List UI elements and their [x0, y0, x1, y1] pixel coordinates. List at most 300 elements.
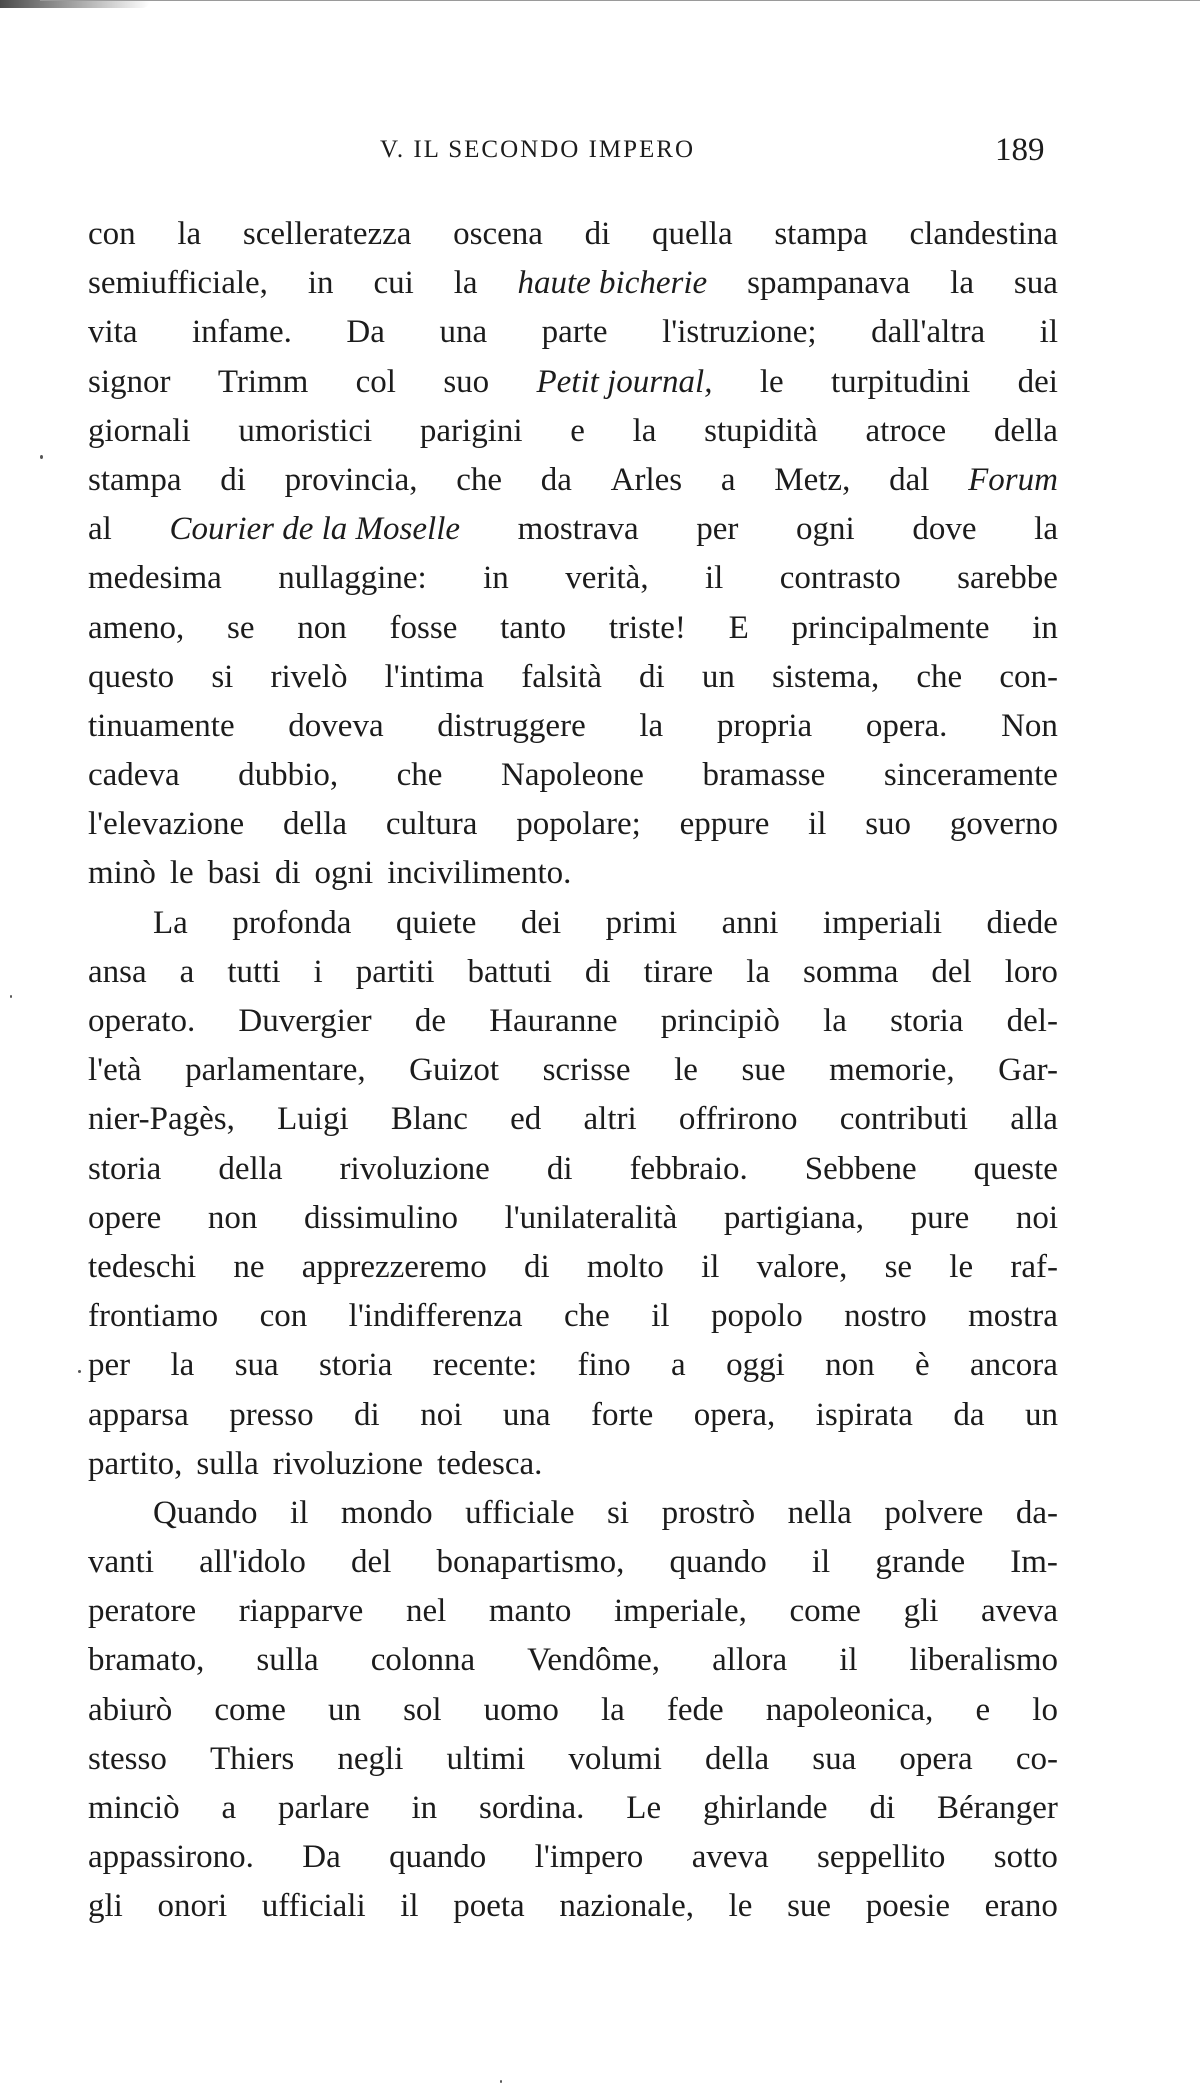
word: di	[354, 1396, 380, 1433]
word: Vendôme,	[527, 1642, 661, 1679]
word: doveva	[288, 707, 384, 744]
word: signor	[88, 363, 171, 400]
word: nostro	[844, 1298, 927, 1335]
word: fede	[666, 1691, 724, 1728]
word: Thiers	[209, 1740, 295, 1777]
word: Da	[302, 1839, 341, 1876]
word: la	[632, 412, 657, 449]
word: all'idolo	[199, 1544, 306, 1581]
word: l'istruzione;	[662, 314, 817, 351]
word: quella	[651, 216, 733, 252]
body-text	[88, 210, 1058, 1932]
word: altri	[583, 1101, 637, 1138]
word: che	[456, 461, 503, 498]
word: se	[884, 1248, 913, 1285]
word: Luigi	[277, 1101, 349, 1138]
word: opere	[88, 1199, 162, 1236]
word: la	[170, 1347, 195, 1384]
word: il	[651, 1298, 670, 1335]
word: bramasse	[702, 757, 826, 794]
word: vita	[88, 314, 138, 351]
word: contributi	[839, 1101, 969, 1138]
word: la	[1034, 511, 1058, 548]
text-line	[88, 1292, 1058, 1341]
word: una	[439, 314, 488, 351]
word: atroce	[865, 412, 947, 449]
word: popolo	[711, 1298, 803, 1335]
word: pure	[910, 1199, 970, 1236]
word: della	[705, 1740, 770, 1777]
word: napoleonica,	[765, 1691, 934, 1728]
word: opera,	[693, 1396, 776, 1433]
margin-speck	[500, 2080, 502, 2083]
word: spampanava	[747, 265, 911, 302]
word: recente:	[432, 1347, 538, 1384]
word: scrisse	[542, 1052, 631, 1089]
text-line	[88, 751, 1058, 800]
word: La	[153, 904, 188, 941]
word: distruggere	[437, 707, 586, 744]
word: partito,	[88, 1445, 183, 1482]
word: fosse	[389, 609, 458, 646]
word: quiete	[395, 904, 477, 941]
word: triste!	[608, 609, 686, 646]
word: sue	[741, 1052, 786, 1089]
word: Blanc	[390, 1101, 468, 1138]
text-line	[88, 308, 1058, 357]
word: storia	[890, 1003, 964, 1039]
word: gli	[88, 1888, 123, 1925]
word: verità,	[565, 560, 649, 597]
word: imperiali	[822, 904, 943, 941]
word: le	[759, 363, 784, 400]
word: aveva	[981, 1593, 1058, 1630]
word: il	[1039, 314, 1058, 351]
word: che	[916, 658, 963, 695]
word: popolare;	[516, 806, 641, 843]
word: rivoluzione	[272, 1445, 424, 1482]
text-line	[88, 948, 1058, 997]
word: diede	[986, 904, 1058, 941]
word: dal	[889, 461, 930, 498]
text-line	[88, 604, 1058, 653]
word: le	[169, 855, 194, 892]
word: dissimulino	[303, 1199, 458, 1236]
word: a	[720, 461, 736, 498]
italic-term: Forum	[968, 461, 1058, 498]
text-line	[88, 849, 1058, 898]
word: la	[950, 265, 974, 302]
word: partigiana,	[723, 1199, 865, 1236]
text-line	[88, 800, 1058, 849]
word: forte	[590, 1396, 654, 1433]
word: della	[993, 412, 1058, 449]
word: un	[701, 658, 735, 695]
word: tinuamente	[88, 707, 235, 744]
word: tutti	[227, 953, 281, 990]
word: Hauranne	[489, 1003, 618, 1039]
word: le	[728, 1888, 753, 1925]
word: sua	[812, 1740, 857, 1777]
word: contrasto	[779, 560, 901, 597]
word: dove	[912, 511, 977, 548]
word: ameno,	[88, 609, 185, 646]
word: incivilimento.	[387, 855, 572, 892]
word: fino	[577, 1347, 631, 1384]
word: l'elevazione	[88, 806, 245, 843]
word: del	[931, 953, 972, 990]
text-line	[88, 1636, 1058, 1685]
margin-speck	[10, 995, 12, 998]
word: il	[705, 560, 724, 597]
word: storia	[88, 1150, 162, 1187]
word: cadeva	[88, 757, 180, 794]
word: volumi	[568, 1740, 662, 1777]
word: nullaggine:	[278, 560, 427, 597]
word: il	[808, 806, 827, 843]
word: ancora	[969, 1347, 1058, 1384]
word: turpitudini	[830, 363, 971, 400]
word: opera.	[865, 707, 948, 744]
text-line	[88, 358, 1058, 407]
word: medesima	[88, 560, 222, 597]
word: Arles	[610, 461, 683, 498]
word: Béranger	[936, 1790, 1058, 1826]
text-line	[88, 1243, 1058, 1292]
word: anni	[721, 904, 779, 941]
word: ogni	[314, 855, 374, 892]
text-line	[88, 1391, 1058, 1440]
text-line	[88, 1440, 1058, 1489]
word: la	[453, 265, 478, 302]
word: memorie,	[829, 1052, 955, 1089]
word: di	[220, 461, 246, 498]
top-edge-line	[40, 0, 1200, 1]
word: ghirlande	[702, 1790, 828, 1826]
word: stampa	[88, 461, 182, 498]
word: da	[540, 461, 572, 498]
word: abiurò	[88, 1691, 173, 1728]
word: quando	[669, 1544, 767, 1581]
word: questo	[88, 658, 175, 695]
word: poesie	[865, 1888, 951, 1925]
word: sua	[234, 1347, 279, 1384]
word: rivoluzione	[339, 1150, 490, 1187]
word: ultimi	[446, 1740, 526, 1777]
word: l'età	[88, 1052, 142, 1089]
word: Im-	[1010, 1544, 1058, 1581]
word: la	[177, 216, 202, 252]
word: Guizot	[409, 1052, 499, 1089]
word: si	[607, 1494, 630, 1531]
word: sinceramente	[883, 757, 1058, 794]
word: a	[221, 1790, 237, 1826]
word: con	[259, 1298, 308, 1335]
word: riapparve	[238, 1593, 364, 1630]
word: somma	[803, 953, 899, 990]
word: negli	[337, 1740, 404, 1777]
word: frontiamo	[88, 1298, 219, 1335]
word: stupidità	[704, 412, 818, 449]
text-line	[88, 259, 1058, 308]
text-line	[88, 210, 1058, 259]
word: cui	[373, 265, 414, 302]
word: il	[701, 1248, 720, 1285]
word: propria	[716, 707, 813, 744]
text-line	[88, 505, 1058, 554]
word: in	[1032, 609, 1058, 646]
word: prostrò	[661, 1494, 756, 1531]
word: nel	[405, 1593, 447, 1630]
word: da-	[1015, 1494, 1058, 1531]
word: e	[975, 1691, 991, 1728]
word: governo	[949, 806, 1058, 843]
word: la	[600, 1691, 625, 1728]
word: eppure	[679, 806, 770, 843]
text-line	[88, 1194, 1058, 1243]
word: per	[88, 1347, 131, 1384]
word: l'intima	[384, 658, 485, 695]
text-line	[88, 1686, 1058, 1735]
word: Sebbene	[804, 1150, 917, 1187]
word: in	[411, 1790, 438, 1826]
word: del	[351, 1544, 392, 1581]
word: il	[811, 1544, 831, 1581]
word: dei	[520, 904, 562, 941]
word: cultura	[385, 806, 478, 843]
word: Gar-	[998, 1052, 1058, 1089]
word: primi	[605, 904, 678, 941]
word: ogni	[796, 511, 855, 548]
word: nella	[787, 1494, 852, 1531]
word: di	[639, 658, 665, 695]
word: infame.	[192, 314, 292, 351]
word: Metz,	[774, 461, 851, 498]
word: noi	[420, 1396, 463, 1433]
word: l'indifferenza	[348, 1298, 523, 1335]
word: dei	[1017, 363, 1058, 400]
word: le	[949, 1248, 974, 1285]
word: appassirono.	[88, 1839, 254, 1876]
word: scelleratezza	[242, 216, 412, 252]
margin-speck	[40, 455, 43, 459]
word: lo	[1032, 1691, 1058, 1728]
word: l'impero	[534, 1839, 644, 1876]
word: stesso	[88, 1740, 167, 1777]
word: parlamentare,	[185, 1052, 366, 1089]
word: Trimm	[217, 363, 309, 400]
word: tirare	[643, 953, 714, 990]
word: quando	[389, 1839, 487, 1876]
word: principalmente	[791, 609, 990, 646]
word: suo	[443, 363, 490, 400]
word: sulla	[256, 1642, 319, 1679]
word: non	[825, 1347, 875, 1384]
text-line	[88, 899, 1058, 948]
word: di	[584, 216, 611, 252]
word: tanto	[500, 609, 567, 646]
word: Non	[1001, 707, 1058, 744]
word: se	[226, 609, 255, 646]
word: nazionale,	[559, 1888, 694, 1925]
word: battuti	[467, 953, 552, 990]
text-line	[88, 456, 1058, 505]
word: Le	[626, 1790, 662, 1826]
italic-term: Petit journal,	[536, 363, 713, 400]
word: Napoleone	[501, 757, 644, 794]
word: storia	[319, 1347, 393, 1384]
word: vanti	[88, 1544, 154, 1581]
word: offrirono	[678, 1101, 798, 1138]
word: nier-Pagès,	[88, 1101, 235, 1138]
word: l'unilateralità	[504, 1199, 678, 1236]
italic-term: haute bicherie	[517, 265, 708, 302]
word: come	[789, 1593, 861, 1630]
word: non	[297, 609, 347, 646]
word: partiti	[355, 953, 435, 990]
word: ufficiali	[261, 1888, 366, 1925]
word: semiufficiale,	[88, 265, 268, 302]
word: sarebbe	[957, 560, 1058, 597]
page-header	[0, 132, 1200, 176]
word: allora	[712, 1642, 788, 1679]
word: è	[914, 1347, 930, 1384]
text-line	[88, 1735, 1058, 1784]
word: Quando	[153, 1494, 258, 1531]
word: rivelò	[270, 658, 348, 695]
word: si	[211, 658, 234, 695]
word: con-	[999, 658, 1058, 695]
word: Duvergier	[238, 1003, 372, 1039]
word: dubbio,	[238, 757, 339, 794]
text-line	[88, 1095, 1058, 1144]
word: gli	[903, 1593, 939, 1630]
word: alla	[1010, 1101, 1058, 1138]
word: raf-	[1010, 1248, 1058, 1285]
page-number: 189	[995, 132, 1045, 168]
word: a	[179, 953, 195, 990]
text-line	[88, 702, 1058, 751]
italic-term: Courier de la Moselle	[169, 511, 461, 548]
word: tedesca.	[437, 1445, 543, 1482]
margin-speck	[78, 1370, 81, 1373]
word: umoristici	[238, 412, 373, 449]
word: onori	[157, 1888, 228, 1925]
text-line	[88, 407, 1058, 456]
word: bramato,	[88, 1642, 205, 1679]
text-line	[88, 1833, 1058, 1882]
word: loro	[1004, 953, 1058, 990]
word: mostrava	[517, 511, 639, 548]
text-line	[88, 554, 1058, 603]
word: liberalismo	[909, 1642, 1058, 1679]
word: della	[218, 1150, 283, 1187]
word: mostra	[968, 1298, 1058, 1335]
word: di	[523, 1248, 550, 1285]
word: ed	[510, 1101, 542, 1138]
word: la	[639, 707, 664, 744]
word: valore,	[756, 1248, 848, 1285]
word: sordina.	[479, 1790, 585, 1826]
word: la	[746, 953, 771, 990]
word: febbraio.	[629, 1150, 748, 1187]
word: falsità	[521, 658, 602, 695]
word: dall'altra	[871, 314, 986, 351]
word: ansa	[88, 953, 147, 990]
word: che	[396, 757, 443, 794]
word: sistema,	[772, 658, 880, 695]
word: ne	[233, 1248, 265, 1285]
word: sol	[403, 1691, 442, 1728]
word: il	[290, 1494, 309, 1531]
word: provincia,	[284, 461, 418, 498]
word: principiò	[660, 1003, 780, 1039]
word: de	[414, 1003, 446, 1039]
word: poeta	[453, 1888, 525, 1925]
word: un	[1024, 1396, 1058, 1433]
word: polvere	[884, 1494, 984, 1531]
word: un	[327, 1691, 361, 1728]
word: imperiale,	[614, 1593, 747, 1630]
word: parlare	[278, 1790, 370, 1826]
text-line	[88, 997, 1058, 1046]
word: come	[214, 1691, 286, 1728]
word: la	[823, 1003, 847, 1039]
word: clandestina	[909, 216, 1058, 252]
word: le	[674, 1052, 698, 1089]
word: della	[282, 806, 348, 843]
word: da	[953, 1396, 985, 1433]
word: con	[88, 216, 136, 252]
word: peratore	[88, 1593, 197, 1630]
word: molto	[586, 1248, 664, 1285]
word: minò	[88, 855, 156, 892]
text-line	[88, 1784, 1058, 1833]
word: i	[313, 953, 323, 990]
word: grande	[875, 1544, 966, 1581]
word: di	[869, 1790, 896, 1826]
running-head: V. IL SECONDO IMPERO	[380, 136, 696, 163]
word: seppellito	[817, 1839, 946, 1876]
word: ispirata	[815, 1396, 913, 1433]
word: oggi	[726, 1347, 785, 1384]
word: del-	[1006, 1003, 1058, 1039]
word: colonna	[370, 1642, 476, 1679]
word: non	[207, 1199, 258, 1236]
word: manto	[488, 1593, 572, 1630]
word: noi	[1015, 1199, 1058, 1236]
word: queste	[973, 1150, 1058, 1187]
word: tedeschi	[88, 1248, 197, 1285]
word: E	[728, 609, 749, 646]
word: giornali	[88, 412, 191, 449]
word: co-	[1015, 1740, 1058, 1777]
word: ufficiale	[465, 1494, 575, 1531]
word: profonda	[232, 904, 352, 941]
word: il	[400, 1888, 419, 1925]
word: stampa	[774, 216, 868, 252]
word: una	[502, 1396, 551, 1433]
word: sulla	[196, 1445, 259, 1482]
page-corner-smudge	[0, 0, 150, 8]
word: al	[88, 511, 112, 548]
word: in	[483, 560, 509, 597]
text-line	[88, 1341, 1058, 1390]
word: basi	[207, 855, 261, 892]
text-line	[88, 1489, 1058, 1538]
word: suo	[865, 806, 912, 843]
word: oscena	[453, 216, 543, 252]
